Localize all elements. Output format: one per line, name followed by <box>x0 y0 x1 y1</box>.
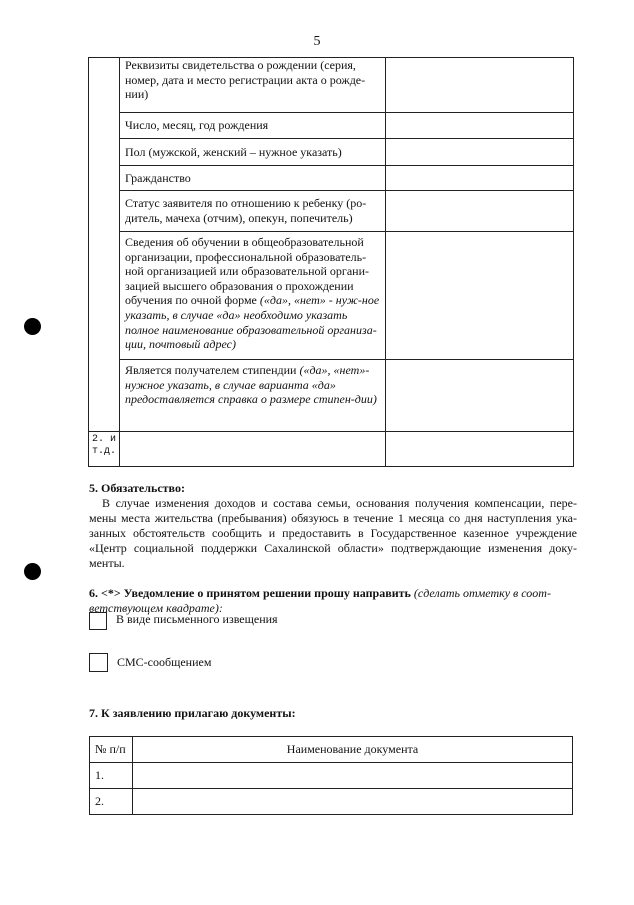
table-row <box>90 789 573 815</box>
field-label-text: Является получателем стипендии <box>125 363 297 377</box>
table-row <box>89 191 574 232</box>
table-row <box>89 58 574 113</box>
punch-hole <box>24 318 41 335</box>
sms-option-label: СМС-сообщением <box>117 655 212 669</box>
field-value-cell[interactable] <box>385 166 573 191</box>
obligation-section <box>89 481 577 571</box>
documents-heading: 7. К заявлению прилагаю документы: <box>89 706 296 720</box>
field-label-hint: («да», «нет»-нужное указать, в случае варианта «да» предоставляется справка о размере стипен-дии) <box>125 363 377 407</box>
obligation-text: В случае изменения доходов и состава семьи, основания получения компенсации, пере-мены места жительства (пребывания) обязуюсь в течение 1 месяца со дня наступления ука-занных обстоятельств сообщить и предоставить в Государственное казенное учреждение «Центр социальной поддержки Сахалинской области» подтверждающие изменения доку-менты. <box>89 496 577 570</box>
documents-table <box>89 736 573 815</box>
column-header-number: № п/п <box>90 737 133 763</box>
letter-checkbox[interactable] <box>89 612 107 630</box>
field-label: Гражданство <box>120 166 386 191</box>
table-row <box>89 432 574 467</box>
field-value-cell[interactable] <box>385 432 573 467</box>
table-row <box>89 166 574 191</box>
field-label-hint: («да», «нет» - нуж-ное указать, в случае «да» необходимо указать полное наименование образовательной организа-ции, почтовый адрес) <box>125 293 380 352</box>
field-label <box>120 360 386 432</box>
notification-heading: 6. <*> Уведомление о принятом решении прошу направить <box>89 586 411 600</box>
table-row <box>89 232 574 360</box>
row-number-cell <box>89 58 120 432</box>
table-row <box>89 139 574 166</box>
letter-option-label: В виде письменного извещения <box>116 612 278 626</box>
notification-hint: (сделать отметку в соот-ветствующем квадрате): <box>89 586 551 615</box>
field-value-cell[interactable] <box>385 360 573 432</box>
documents-section <box>89 706 577 721</box>
table-row <box>89 360 574 432</box>
row-number-cell: 2. и т.д. <box>89 432 120 467</box>
field-label: Число, месяц, год рождения <box>120 113 386 139</box>
document-name-cell[interactable] <box>133 763 573 789</box>
table-row <box>90 763 573 789</box>
row-number: 1. <box>90 763 133 789</box>
field-value-cell[interactable] <box>385 58 573 113</box>
notify-option-letter[interactable] <box>89 612 278 630</box>
field-label: Реквизиты свидетельства о рождении (серия, номер, дата и место регистрации акта о рожде-нии) <box>120 58 386 113</box>
row-number: 2. <box>90 789 133 815</box>
document-name-cell[interactable] <box>133 789 573 815</box>
table-row <box>89 113 574 139</box>
field-label-text: Сведения об обучении в общеобразовательной организации, профессиональной образователь-ной организацией или образовательной органи-зацией высшего образования о прохождении обучения по очной форме <box>125 235 370 308</box>
field-label: Статус заявителя по отношению к ребенку (ро-дитель, мачеха (отчим), опекун, попечитель) <box>120 191 386 232</box>
field-value-cell[interactable] <box>385 139 573 166</box>
field-value-cell[interactable] <box>385 113 573 139</box>
sms-checkbox[interactable] <box>89 653 108 672</box>
punch-hole <box>24 563 41 580</box>
field-label[interactable] <box>120 432 386 467</box>
notify-option-sms[interactable] <box>89 653 211 672</box>
page-number: 5 <box>313 34 321 49</box>
column-header-name: Наименование документа <box>133 737 573 763</box>
field-value-cell[interactable] <box>385 191 573 232</box>
field-label <box>120 232 386 360</box>
obligation-heading: 5. Обязательство: <box>89 481 185 495</box>
field-label: Пол (мужской, женский – нужное указать) <box>120 139 386 166</box>
child-info-table <box>88 57 574 467</box>
table-header-row <box>90 737 573 763</box>
field-value-cell[interactable] <box>385 232 573 360</box>
